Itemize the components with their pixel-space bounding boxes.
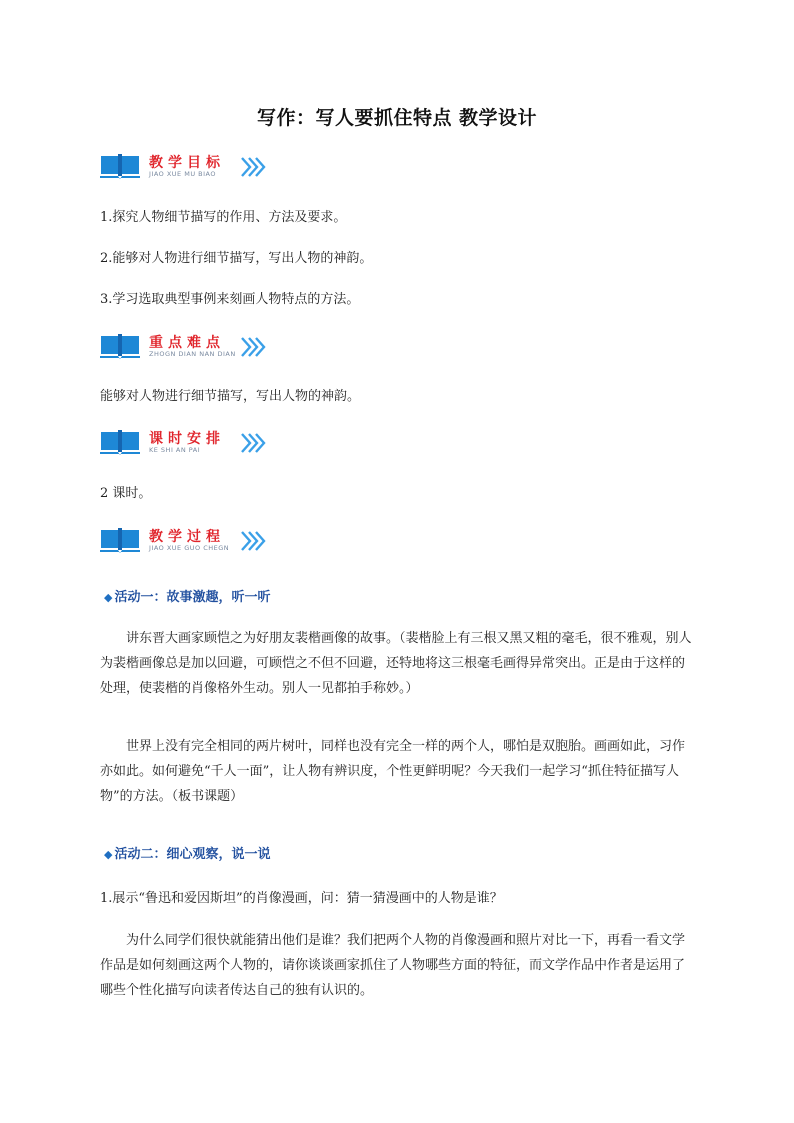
section-pinyin: KE SHI AN PAI (149, 446, 201, 454)
activity-2-heading (104, 843, 270, 862)
activity-2-paragraph-1: 为什么同学们很快就能猜出他们是谁？我们把两个人物的肖像漫画和照片对比一下，再看一看文学作品是如何刻画这两个人物的，请你谈谈画家抓住了人物哪些方面的特征，而文学作品中作者是运用了哪些个性化描写向读者传达自己的独有认识的。 (100, 933, 686, 998)
section-header-goals (100, 150, 300, 184)
goal-item-3: 3.学习选取典型事例来刻画人物特点的方法。 (100, 292, 360, 307)
activity-2-title: 活动二：细心观察，说一说 (114, 847, 271, 862)
section-title: 重点难点 (149, 335, 225, 351)
chevrons-right-icon (240, 334, 266, 360)
section-title: 课时安排 (149, 431, 225, 447)
activity-1-title: 活动一：故事激趣，听一听 (114, 590, 271, 605)
section-pinyin: ZHOGN DIAN NAN DIAN (149, 350, 236, 358)
diamond-bullet-icon: ◆ (104, 591, 113, 604)
section-title: 教学目标 (149, 155, 225, 171)
goal-item-2: 2.能够对人物进行细节描写，写出人物的神韵。 (100, 251, 373, 266)
section-header-process (100, 524, 300, 558)
section-title: 教学过程 (149, 529, 225, 545)
activity-1-paragraph-1: 讲东晋大画家顾恺之为好朋友裴楷画像的故事。（裴楷脸上有三根又黑又粗的毫毛，很不雅观，别人为裴楷画像总是加以回避，可顾恺之不但不回避，还特地将这三根毫毛画得异常突出。正是由于这样的处理，使裴楷的肖像格外生动。别人一见都拍手称妙。） (100, 631, 692, 696)
section-pinyin: JIAO XUE GUO CHEGN (149, 544, 230, 552)
activity-1-paragraph-2: 世界上没有完全相同的两片树叶，同样也没有完全一样的两个人，哪怕是双胞胎。画画如此，习作亦如此。如何避免“千人一面”，让人物有辨识度，个性更鲜明呢？今天我们一起学习“抓住特征描写人物”的方法。（板书课题） (100, 739, 686, 804)
goal-item-1: 1.探究人物细节描写的作用、方法及要求。 (100, 210, 347, 225)
section-header-schedule (100, 426, 300, 460)
section-pinyin: JIAO XUE MU BIAO (149, 170, 216, 178)
document-title: 写作：写人要抓住特点 教学设计 (256, 107, 538, 129)
book-icon (100, 430, 140, 456)
book-icon (100, 528, 140, 554)
schedule-text: 2 课时。 (100, 486, 152, 501)
chevrons-right-icon (240, 154, 266, 180)
diamond-bullet-icon: ◆ (104, 848, 113, 861)
chevrons-right-icon (240, 528, 266, 554)
section-header-key-points (100, 330, 300, 364)
chevrons-right-icon (240, 430, 266, 456)
book-icon (100, 334, 140, 360)
activity-2-item-1: 1.展示“鲁迅和爱因斯坦”的肖像漫画，问：猜一猜漫画中的人物是谁？ (100, 891, 503, 906)
book-icon (100, 154, 140, 180)
key-points-text: 能够对人物进行细节描写，写出人物的神韵。 (100, 389, 361, 404)
activity-1-heading (104, 586, 270, 605)
